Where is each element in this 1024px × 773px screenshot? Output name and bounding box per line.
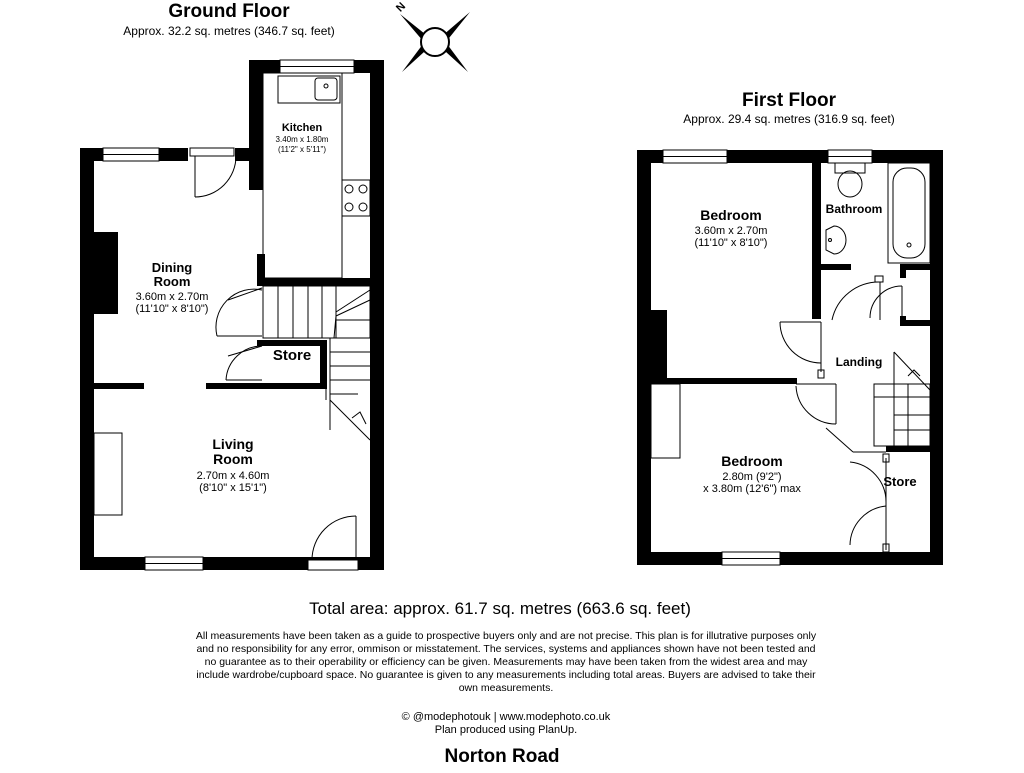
- dining-dimensions-m: 3.60m x 2.70m: [135, 291, 209, 303]
- total-area: Total area: approx. 61.7 sq. metres (663.6 sq. feet): [309, 599, 691, 618]
- first-floor-walls: [637, 150, 943, 565]
- first-store-label: Store: [883, 474, 917, 489]
- dining-label-line2: Room: [153, 274, 191, 289]
- bedroom1-dimensions-m: 3.60m x 2.70m: [694, 225, 768, 237]
- living-dimensions-m: 2.70m x 4.60m: [196, 470, 270, 482]
- bedroom1-label: Bedroom: [700, 207, 762, 223]
- disclaimer-line: own measurements.: [458, 682, 554, 694]
- bathroom-label: Bathroom: [825, 202, 883, 216]
- ground-front-door: [308, 516, 358, 570]
- first-staircase: [874, 352, 930, 446]
- living-label-line1: Living: [212, 436, 254, 452]
- living-label-line2: Room: [213, 451, 253, 467]
- living-fireplace: [94, 433, 122, 515]
- first-internal-doors: [780, 276, 902, 552]
- address-title: Norton Road: [444, 746, 560, 767]
- credit-line: © @modephotouk | www.modephoto.co.uk: [401, 711, 611, 723]
- ground-back-door: [190, 148, 236, 197]
- living-dimensions-ft: (8'10" x 15'1"): [199, 482, 267, 494]
- bedroom2-dimensions-1: 2.80m (9'2"): [722, 471, 782, 483]
- compass-icon: [394, 0, 470, 72]
- ground-floor-area: Approx. 32.2 sq. metres (346.7 sq. feet): [123, 24, 335, 38]
- kitchen-dimensions-m: 3.40m x 1.80m: [275, 135, 329, 144]
- dining-label-line1: Dining: [151, 260, 193, 275]
- landing-label: Landing: [835, 355, 883, 369]
- ground-store-label: Store: [272, 347, 312, 364]
- disclaimer-line: and no responsibility for any error, ommison or misstatement. The services, systems and appliances shown have not been tested and: [196, 643, 816, 655]
- dining-dimensions-ft: (11'10" x 8'10"): [135, 303, 209, 315]
- ground-internal-doors: [216, 288, 262, 380]
- disclaimer-line: include wardrobe/cupboard space. No guarantee is given to any measurements including total areas. Buyers are advised to take their: [196, 669, 816, 681]
- bedroom2-wardrobe: [651, 384, 680, 458]
- first-floor-area: Approx. 29.4 sq. metres (316.9 sq. feet): [683, 112, 895, 126]
- bedroom2-dimensions-2: x 3.80m (12'6") max: [703, 483, 801, 495]
- bedroom1-dimensions-ft: (11'10" x 8'10"): [694, 237, 768, 249]
- ground-floor-title: Ground Floor: [168, 1, 290, 22]
- kitchen-label: Kitchen: [281, 122, 323, 134]
- disclaimer-line: no guarantee as to their operability or efficiency can be given. Measurements may have been taken from the widest area and may: [204, 656, 808, 668]
- kitchen-dimensions-ft: (11'2" x 5'11"): [277, 145, 327, 154]
- kitchen-fixtures: [263, 73, 370, 278]
- first-floor-title: First Floor: [742, 90, 836, 111]
- compass-north-label: N: [394, 0, 409, 15]
- disclaimer: [196, 630, 817, 694]
- disclaimer-line: All measurements have been taken as a guide to prospective buyers only and are not precise. This plan is for illutrative purposes only: [195, 630, 817, 642]
- bedroom2-label: Bedroom: [721, 453, 783, 469]
- produced-line: Plan produced using PlanUp.: [434, 724, 578, 736]
